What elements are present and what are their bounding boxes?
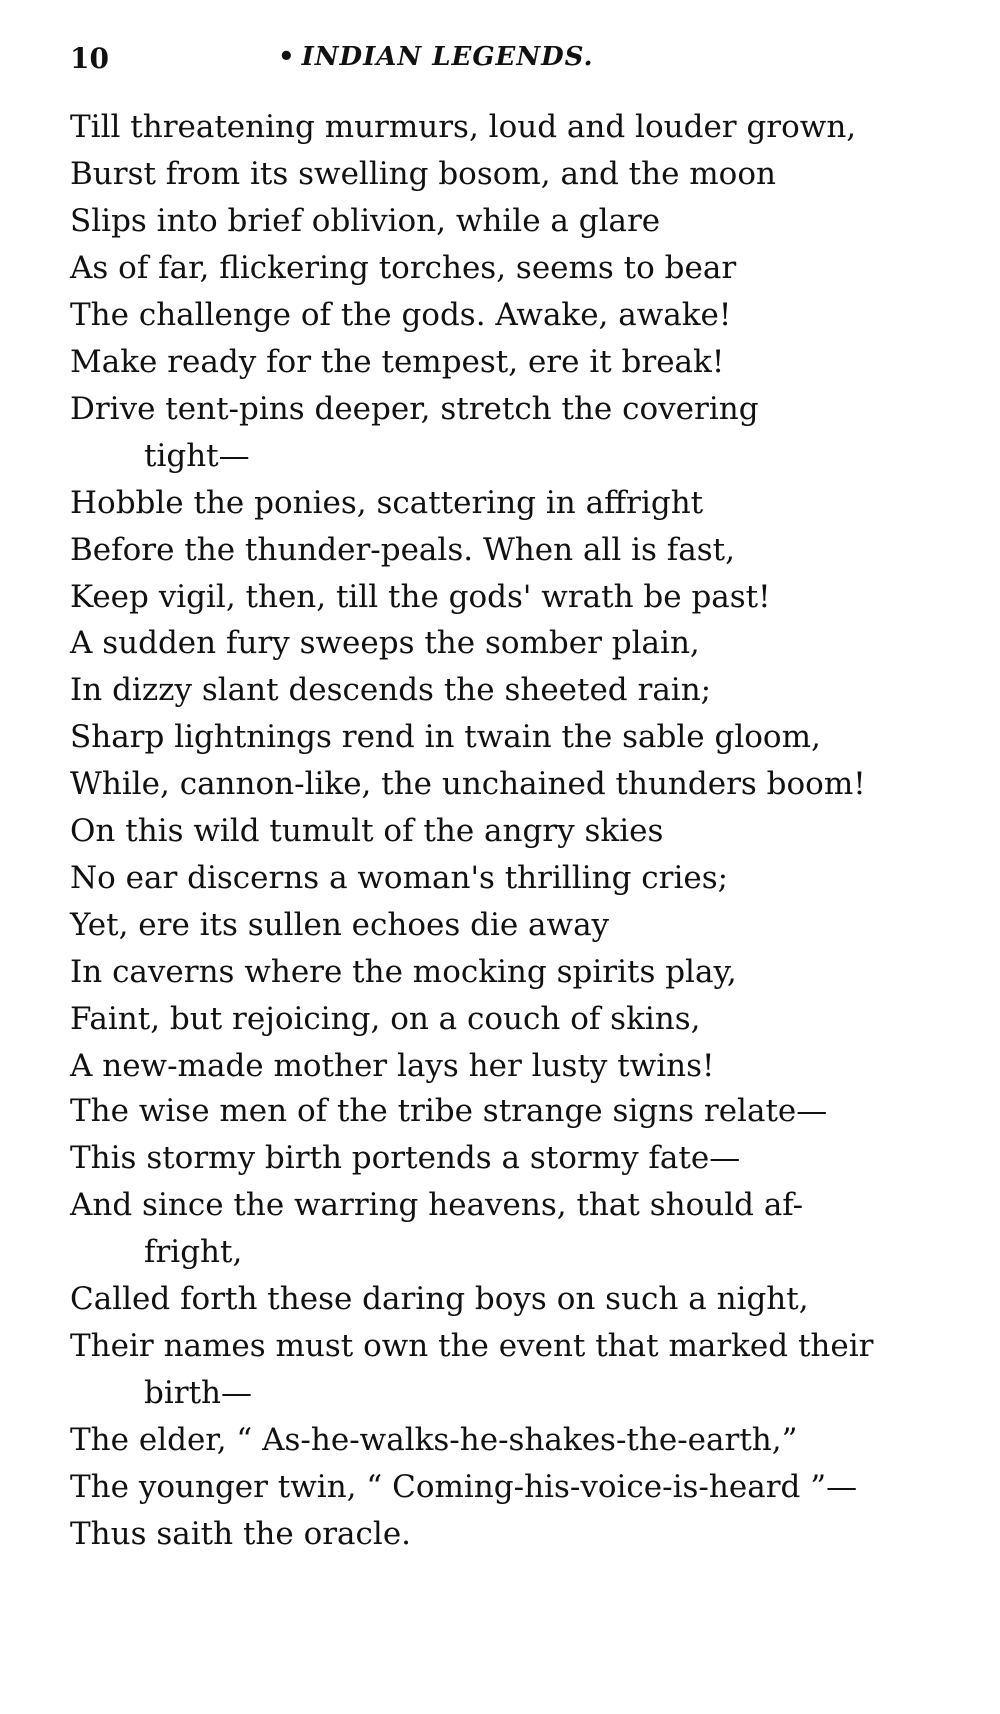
poem-line: Slips into brief oblivion, while a glare bbox=[70, 203, 661, 239]
poem-line-continuation: tight— bbox=[144, 438, 250, 474]
poem-line-continuation: fright, bbox=[144, 1234, 243, 1270]
stanza-3 bbox=[70, 1088, 930, 1558]
poem-line: On this wild tumult of the angry skies bbox=[70, 813, 664, 849]
poem-line: This stormy birth portends a stormy fate— bbox=[70, 1140, 741, 1176]
poem-line: Keep vigil, then, till the gods' wrath be past! bbox=[70, 579, 771, 615]
poem-line: Sharp lightnings rend in twain the sable gloom, bbox=[70, 719, 821, 755]
poem-line: And since the warring heavens, that should af- bbox=[70, 1187, 804, 1223]
stanza-2 bbox=[70, 620, 930, 1090]
poem-line: Called forth these daring boys on such a night, bbox=[70, 1281, 809, 1317]
poem-line: Burst from its swelling bosom, and the moon bbox=[70, 156, 776, 192]
page-number: 10 bbox=[70, 42, 109, 75]
poem-line: Till threatening murmurs, loud and louder grown, bbox=[70, 109, 857, 145]
running-title: INDIAN LEGENDS. bbox=[301, 42, 594, 72]
poem-line: Thus saith the oracle. bbox=[70, 1516, 412, 1552]
poem-line: While, cannon-like, the unchained thunders boom! bbox=[70, 766, 866, 802]
stanza-1 bbox=[70, 104, 930, 621]
poem-line: Their names must own the event that marked their bbox=[70, 1328, 874, 1364]
poem-line-continuation: birth— bbox=[144, 1375, 253, 1411]
poem-line: The wise men of the tribe strange signs relate— bbox=[70, 1093, 828, 1129]
page-header bbox=[70, 42, 930, 82]
poem-line: As of far, flickering torches, seems to bear bbox=[70, 250, 737, 286]
poem-line: In caverns where the mocking spirits play, bbox=[70, 954, 737, 990]
poem-line: The elder, “ As-he-walks-he-shakes-the-earth,” bbox=[70, 1422, 798, 1458]
poem-line: Faint, but rejoicing, on a couch of skins, bbox=[70, 1001, 701, 1037]
poem-line: In dizzy slant descends the sheeted rain; bbox=[70, 672, 712, 708]
poem-line: Before the thunder-peals. When all is fast, bbox=[70, 532, 735, 568]
header-bullet: • bbox=[278, 42, 296, 72]
poem-line: The younger twin, “ Coming-his-voice-is-heard ”— bbox=[70, 1469, 858, 1505]
poem-line: Make ready for the tempest, ere it break! bbox=[70, 344, 725, 380]
poem-line: Yet, ere its sullen echoes die away bbox=[70, 907, 610, 943]
poem-line: No ear discerns a woman's thrilling cries; bbox=[70, 860, 729, 896]
poem-line: A new-made mother lays her lusty twins! bbox=[70, 1048, 715, 1084]
poem-line: Drive tent-pins deeper, stretch the covering bbox=[70, 391, 759, 427]
poem-line: A sudden fury sweeps the somber plain, bbox=[70, 625, 700, 661]
poem-line: The challenge of the gods. Awake, awake! bbox=[70, 297, 732, 333]
running-head bbox=[278, 42, 594, 72]
poem-line: Hobble the ponies, scattering in affright bbox=[70, 485, 704, 521]
